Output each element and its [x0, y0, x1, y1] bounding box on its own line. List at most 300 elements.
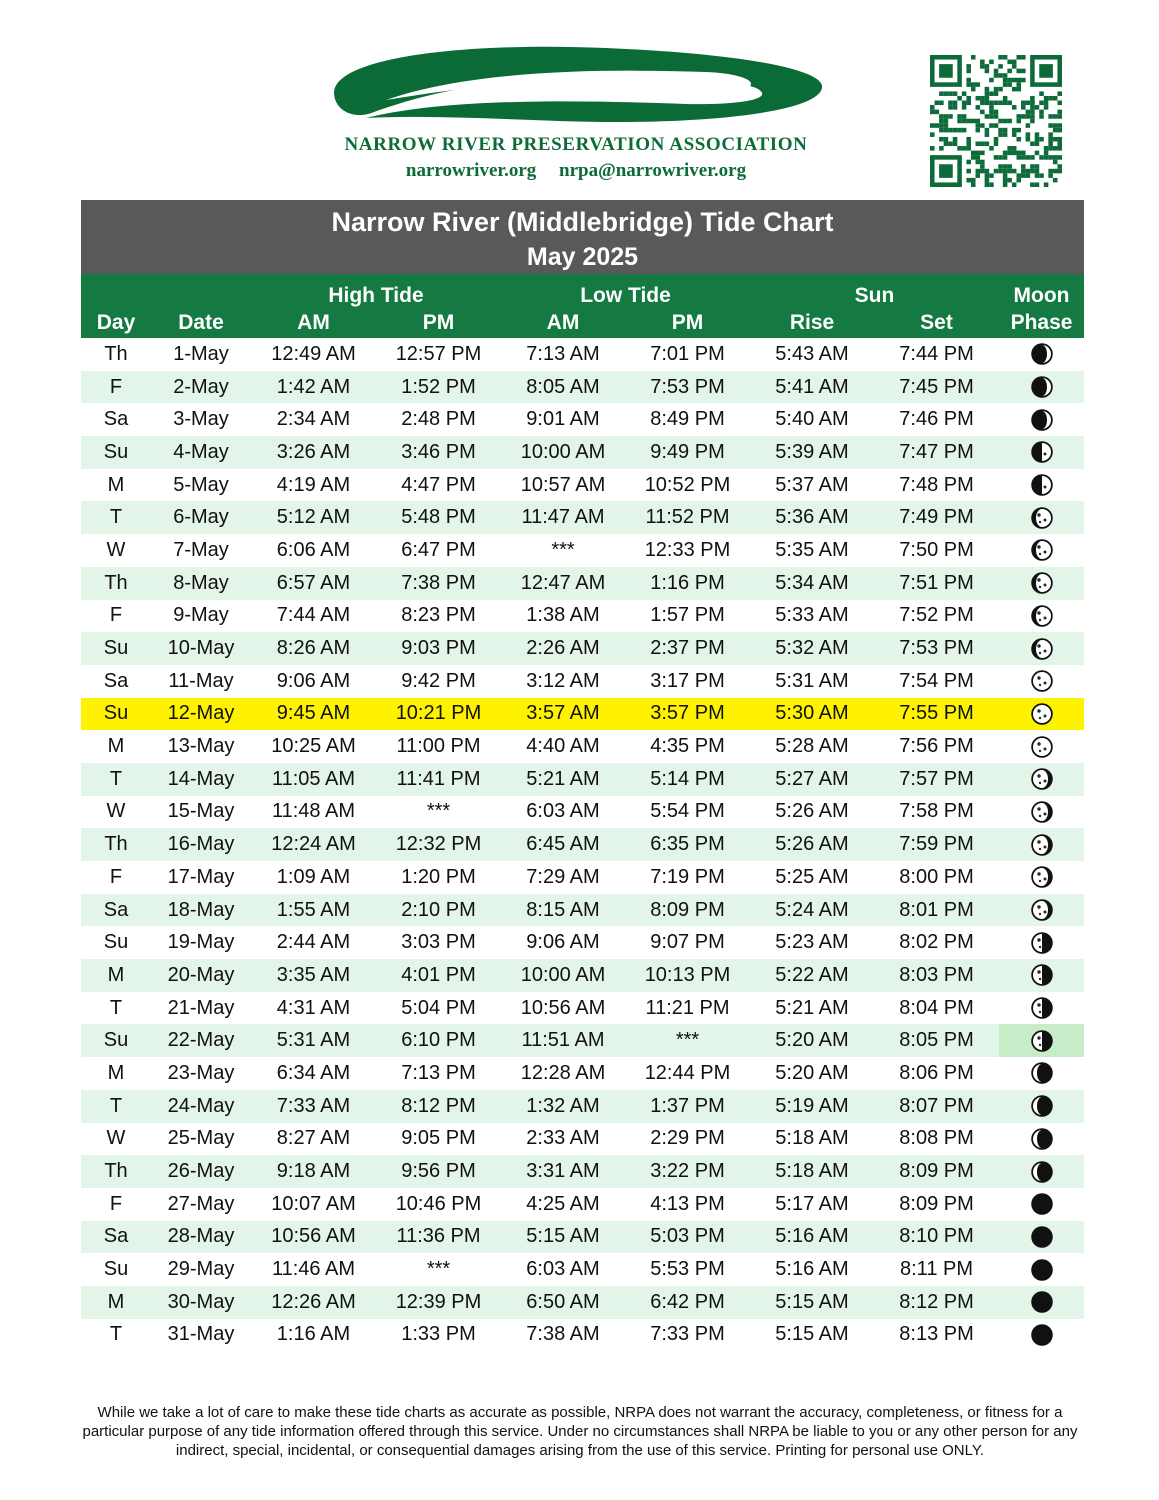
header-day: Day	[81, 308, 151, 338]
sunset-cell: 8:02 PM	[899, 931, 974, 954]
moon-new-icon	[1031, 1324, 1053, 1346]
day-cell: T	[81, 763, 151, 796]
date-cell: 5-May	[173, 473, 229, 496]
low-pm-cell: 1:37 PM	[625, 1090, 750, 1123]
moon-waning-gibbous-icon	[1031, 801, 1053, 823]
low-pm-cell: 11:21 PM	[645, 996, 730, 1019]
day-cell: Th	[81, 567, 151, 600]
sunset-cell: 8:05 PM	[874, 1024, 999, 1057]
moon-phase-cell	[999, 436, 1084, 469]
qr-code-icon[interactable]	[930, 55, 1062, 187]
low-am-cell: 5:15 AM	[501, 1221, 625, 1254]
moon-waxing-gibbous-icon	[1031, 507, 1053, 529]
moon-phase-cell	[999, 828, 1084, 861]
sunrise-cell: 5:32 AM	[750, 632, 874, 665]
sunset-cell: 7:55 PM	[874, 698, 999, 731]
table-row	[81, 1024, 1084, 1057]
sunrise-cell: 5:22 AM	[750, 959, 874, 992]
moon-phase-cell	[999, 992, 1084, 1025]
table-row	[81, 1123, 1084, 1156]
sunset-cell: 7:54 PM	[899, 669, 974, 692]
moon-new-icon	[1031, 1259, 1053, 1281]
table-row	[81, 698, 1084, 731]
moon-waning-crescent-icon	[1031, 1062, 1053, 1084]
low-am-cell: 6:03 AM	[526, 1258, 600, 1281]
date-cell: 20-May	[151, 959, 251, 992]
date-cell: 31-May	[167, 1323, 235, 1346]
low-pm-cell: 6:42 PM	[625, 1286, 750, 1319]
moon-full-icon	[1031, 736, 1053, 758]
table-row	[81, 403, 1084, 436]
day-cell: T	[81, 501, 151, 534]
moon-new-icon	[1031, 1291, 1053, 1313]
table-row	[81, 1090, 1084, 1123]
sunset-cell: 8:04 PM	[899, 996, 974, 1019]
high-am-cell: 12:49 AM	[271, 342, 356, 365]
high-pm-cell: 3:46 PM	[376, 436, 501, 469]
sunset-cell: 7:48 PM	[899, 473, 974, 496]
sunrise-cell: 5:19 AM	[750, 1090, 874, 1123]
sunset-cell: 8:11 PM	[900, 1258, 973, 1281]
high-am-cell: 5:12 AM	[251, 501, 376, 534]
day-cell: Su	[103, 1258, 129, 1281]
table-row	[81, 1188, 1084, 1221]
date-cell: 1-May	[173, 342, 229, 365]
day-cell: F	[81, 371, 151, 404]
high-pm-cell: 12:57 PM	[395, 342, 482, 365]
date-cell: 11-May	[168, 669, 234, 692]
low-pm-cell: 10:13 PM	[625, 959, 750, 992]
low-am-cell: 2:26 AM	[501, 632, 625, 665]
low-pm-cell: 3:17 PM	[650, 669, 725, 692]
date-cell: 28-May	[151, 1221, 251, 1254]
sunset-cell: 8:13 PM	[899, 1323, 974, 1346]
moon-phase-cell	[999, 698, 1084, 731]
table-row	[81, 1253, 1084, 1286]
chart-title-band	[81, 200, 1084, 274]
table-row	[81, 1319, 1084, 1352]
date-cell: 7-May	[173, 538, 229, 561]
high-am-cell: 3:26 AM	[251, 436, 376, 469]
table-row	[81, 600, 1084, 633]
day-cell: Sa	[81, 894, 151, 927]
sunrise-cell: 5:28 AM	[775, 735, 849, 758]
moon-phase-cell	[999, 1123, 1084, 1156]
table-row	[81, 1286, 1084, 1319]
date-cell: 4-May	[151, 436, 251, 469]
low-am-cell: 4:40 AM	[526, 735, 600, 758]
moon-new-icon	[1031, 1193, 1053, 1215]
day-cell: Th	[81, 828, 151, 861]
high-am-cell: 8:27 AM	[276, 1127, 351, 1150]
high-pm-cell: 12:32 PM	[376, 828, 501, 861]
sunset-cell: 7:45 PM	[874, 371, 999, 404]
low-am-cell: 9:06 AM	[526, 931, 600, 954]
sunrise-cell: 5:37 AM	[775, 473, 849, 496]
low-am-cell: 11:51 AM	[501, 1024, 625, 1057]
sunset-cell: 8:09 PM	[899, 1192, 974, 1215]
high-pm-cell: 2:48 PM	[401, 408, 476, 431]
sunrise-cell: 5:26 AM	[775, 800, 849, 823]
moon-phase-cell	[999, 959, 1084, 992]
moon-full-icon	[1031, 703, 1053, 725]
moon-phase-cell	[999, 1024, 1084, 1057]
low-am-cell: 10:56 AM	[520, 996, 606, 1019]
moon-full-icon	[1031, 670, 1053, 692]
high-am-cell: 10:56 AM	[251, 1221, 376, 1254]
high-pm-cell: 11:41 PM	[376, 763, 501, 796]
sunset-cell: 7:47 PM	[874, 436, 999, 469]
high-am-cell: 11:05 AM	[251, 763, 376, 796]
low-pm-cell: 6:35 PM	[625, 828, 750, 861]
moon-phase-cell	[999, 600, 1084, 633]
high-pm-cell: 11:36 PM	[376, 1221, 501, 1254]
low-am-cell: ***	[551, 538, 575, 561]
low-pm-cell: 7:33 PM	[650, 1323, 725, 1346]
high-am-cell: 6:34 AM	[276, 1061, 351, 1084]
moon-waning-crescent-icon	[1031, 1128, 1053, 1150]
date-cell: 22-May	[151, 1024, 251, 1057]
sunrise-cell: 5:35 AM	[775, 538, 849, 561]
moon-phase-cell	[999, 796, 1084, 829]
high-am-cell: 9:18 AM	[251, 1155, 376, 1188]
sunrise-cell: 5:39 AM	[750, 436, 874, 469]
date-cell: 9-May	[173, 604, 229, 627]
table-row	[81, 665, 1084, 698]
table-row	[81, 959, 1084, 992]
high-pm-cell: 8:23 PM	[401, 604, 476, 627]
table-row	[81, 632, 1084, 665]
sunset-cell: 7:51 PM	[874, 567, 999, 600]
moon-waxing-gibbous-icon	[1031, 572, 1053, 594]
high-pm-cell: 4:01 PM	[376, 959, 501, 992]
table-row	[81, 567, 1084, 600]
table-row	[81, 861, 1084, 894]
low-pm-cell: 7:19 PM	[650, 865, 725, 888]
low-pm-cell: 3:57 PM	[625, 698, 750, 731]
org-name: NARROW RIVER PRESERVATION ASSOCIATION	[344, 134, 808, 155]
high-am-cell: 1:42 AM	[251, 371, 376, 404]
low-pm-cell: 5:53 PM	[650, 1258, 725, 1281]
sunset-cell: 8:09 PM	[874, 1155, 999, 1188]
date-cell: 26-May	[151, 1155, 251, 1188]
high-pm-cell: 9:42 PM	[401, 669, 476, 692]
sunset-cell: 7:50 PM	[899, 538, 974, 561]
sunset-cell: 7:56 PM	[899, 735, 974, 758]
moon-last-quarter-icon	[1031, 932, 1053, 954]
moon-waxing-crescent-icon	[1031, 376, 1053, 398]
date-cell: 17-May	[167, 865, 235, 888]
low-am-cell: 8:05 AM	[501, 371, 625, 404]
high-am-cell: 10:25 AM	[271, 735, 356, 758]
moon-phase-cell	[999, 338, 1084, 371]
high-am-cell: 4:19 AM	[276, 473, 351, 496]
day-cell: T	[109, 1323, 123, 1346]
day-cell: Su	[103, 931, 129, 954]
low-am-cell: 10:00 AM	[501, 959, 625, 992]
moon-last-quarter-icon	[1031, 964, 1053, 986]
sunrise-cell: 5:15 AM	[775, 1323, 849, 1346]
low-am-cell: 3:12 AM	[526, 669, 600, 692]
sunrise-cell: 5:31 AM	[775, 669, 849, 692]
date-cell: 8-May	[151, 567, 251, 600]
high-pm-cell: 2:10 PM	[376, 894, 501, 927]
low-am-cell: 1:32 AM	[501, 1090, 625, 1123]
moon-phase-cell	[999, 1253, 1084, 1286]
low-am-cell: 12:28 AM	[520, 1061, 606, 1084]
high-pm-cell: 1:33 PM	[401, 1323, 476, 1346]
moon-phase-cell	[999, 730, 1084, 763]
low-am-cell: 6:03 AM	[526, 800, 600, 823]
sunrise-cell: 5:23 AM	[775, 931, 849, 954]
chart-title: Narrow River (Middlebridge) Tide Chart	[331, 207, 834, 237]
day-cell: F	[109, 1192, 123, 1215]
low-pm-cell: 8:49 PM	[650, 408, 725, 431]
day-cell: T	[109, 996, 123, 1019]
moon-waning-crescent-icon	[1031, 1161, 1053, 1183]
low-am-cell: 10:00 AM	[501, 436, 625, 469]
sunset-cell: 7:46 PM	[899, 408, 974, 431]
low-am-cell: 6:45 AM	[501, 828, 625, 861]
day-cell: Sa	[81, 1221, 151, 1254]
date-cell: 13-May	[167, 735, 235, 758]
moon-phase-cell	[999, 763, 1084, 796]
high-am-cell: 2:34 AM	[276, 408, 351, 431]
tide-table	[81, 274, 1084, 1351]
date-cell: 18-May	[151, 894, 251, 927]
table-row	[81, 1221, 1084, 1254]
low-am-cell: 3:57 AM	[501, 698, 625, 731]
high-pm-cell: 5:48 PM	[376, 501, 501, 534]
high-am-cell: 8:26 AM	[251, 632, 376, 665]
moon-phase-cell	[999, 371, 1084, 404]
moon-waning-gibbous-icon	[1031, 899, 1053, 921]
moon-phase-cell	[999, 1319, 1084, 1352]
sunset-cell: 8:10 PM	[874, 1221, 999, 1254]
date-cell: 19-May	[167, 931, 235, 954]
low-am-cell: 10:57 AM	[520, 473, 606, 496]
table-row	[81, 436, 1084, 469]
high-am-cell: 1:09 AM	[276, 865, 351, 888]
sunset-cell: 7:49 PM	[874, 501, 999, 534]
high-am-cell: 1:55 AM	[251, 894, 376, 927]
moon-phase-cell	[999, 1221, 1084, 1254]
day-cell: T	[81, 1090, 151, 1123]
date-cell: 23-May	[167, 1061, 235, 1084]
low-am-cell: 7:38 AM	[526, 1323, 600, 1346]
low-pm-cell: 1:16 PM	[625, 567, 750, 600]
high-pm-cell: 5:04 PM	[401, 996, 476, 1019]
sunrise-cell: 5:25 AM	[775, 865, 849, 888]
moon-waxing-gibbous-icon	[1031, 539, 1053, 561]
low-am-cell: 8:15 AM	[501, 894, 625, 927]
moon-phase-cell	[999, 501, 1084, 534]
high-pm-cell: 12:39 PM	[376, 1286, 501, 1319]
low-am-cell: 5:21 AM	[501, 763, 625, 796]
table-header	[81, 274, 1084, 338]
table-row	[81, 1057, 1084, 1090]
sunrise-cell: 5:15 AM	[750, 1286, 874, 1319]
low-pm-cell: 4:13 PM	[650, 1192, 725, 1215]
header-moon: Moon	[999, 274, 1084, 308]
sunset-cell: 8:08 PM	[899, 1127, 974, 1150]
date-cell: 25-May	[167, 1127, 235, 1150]
low-pm-cell: 11:52 PM	[625, 501, 750, 534]
table-row	[81, 338, 1084, 371]
moon-first-quarter-icon	[1031, 441, 1053, 463]
sunrise-cell: 5:18 AM	[750, 1155, 874, 1188]
low-am-cell: 3:31 AM	[501, 1155, 625, 1188]
high-am-cell: 4:31 AM	[276, 996, 351, 1019]
date-cell: 29-May	[167, 1258, 235, 1281]
low-pm-cell: 7:53 PM	[625, 371, 750, 404]
day-cell: W	[106, 538, 126, 561]
email-link[interactable]: nrpa@narrowriver.org	[559, 160, 747, 181]
org-contact	[326, 160, 826, 182]
table-row	[81, 1155, 1084, 1188]
moon-first-quarter-icon	[1031, 474, 1053, 496]
table-row	[81, 796, 1084, 829]
moon-waning-gibbous-icon	[1031, 866, 1053, 888]
table-row	[81, 730, 1084, 763]
date-cell: 14-May	[151, 763, 251, 796]
disclaimer: While we take a lot of care to make these tide charts as accurate as possible, NRPA does not warrant the accuracy, completeness, or fitness for a particular purpose of any tide information offered through this service. Under no circumstances shall NRPA be liable to you or any other person for any indirect, special, incidental, or consequential damages arising from the use of this service. Printing for personal use ONLY.	[82, 1404, 1078, 1459]
sunset-cell: 7:57 PM	[874, 763, 999, 796]
date-cell: 2-May	[151, 371, 251, 404]
high-am-cell: 6:06 AM	[276, 538, 351, 561]
low-pm-cell: 5:54 PM	[650, 800, 725, 823]
moon-waxing-crescent-icon	[1031, 409, 1053, 431]
low-am-cell: 6:50 AM	[501, 1286, 625, 1319]
high-am-cell: 12:26 AM	[251, 1286, 376, 1319]
date-cell: 30-May	[151, 1286, 251, 1319]
sunrise-cell: 5:36 AM	[750, 501, 874, 534]
day-cell: M	[81, 959, 151, 992]
low-pm-cell: 5:03 PM	[625, 1221, 750, 1254]
sunrise-cell: 5:40 AM	[775, 408, 849, 431]
low-pm-cell: 4:35 PM	[650, 735, 725, 758]
header-sun: Sun	[750, 274, 999, 308]
high-pm-cell: 6:47 PM	[401, 538, 476, 561]
sunrise-cell: 5:17 AM	[775, 1192, 849, 1215]
day-cell: Su	[81, 632, 151, 665]
high-pm-cell: ***	[426, 1258, 451, 1281]
sunrise-cell: 5:26 AM	[750, 828, 874, 861]
header-low-am: AM	[501, 308, 625, 338]
high-am-cell: 12:24 AM	[251, 828, 376, 861]
low-pm-cell: 12:44 PM	[644, 1061, 731, 1084]
low-pm-cell: 7:01 PM	[650, 342, 725, 365]
high-pm-cell: 6:10 PM	[376, 1024, 501, 1057]
sunset-cell: 7:59 PM	[874, 828, 999, 861]
table-row	[81, 501, 1084, 534]
day-cell: Su	[81, 436, 151, 469]
date-cell: 27-May	[167, 1192, 235, 1215]
header-low-pm: PM	[625, 308, 750, 338]
low-am-cell: 2:33 AM	[526, 1127, 600, 1150]
high-am-cell: 7:44 AM	[276, 604, 351, 627]
sunrise-cell: 5:20 AM	[775, 1061, 849, 1084]
header-blank	[151, 274, 251, 308]
nrpa-logo	[326, 42, 826, 192]
high-am-cell: 6:57 AM	[251, 567, 376, 600]
sunset-cell: 8:06 PM	[899, 1061, 974, 1084]
sunrise-cell: 5:21 AM	[775, 996, 849, 1019]
header-date: Date	[151, 308, 251, 338]
website-link[interactable]: narrowriver.org	[405, 160, 537, 181]
high-am-cell: 1:16 AM	[276, 1323, 351, 1346]
low-am-cell: 1:38 AM	[526, 604, 600, 627]
table-row	[81, 534, 1084, 567]
header-blank	[81, 274, 151, 308]
table-row	[81, 992, 1084, 1025]
header-high-pm: PM	[376, 308, 501, 338]
table-row	[81, 894, 1084, 927]
low-pm-cell: 9:49 PM	[625, 436, 750, 469]
header-high-am: AM	[251, 308, 376, 338]
low-am-cell: 7:29 AM	[526, 865, 600, 888]
sunrise-cell: 5:18 AM	[775, 1127, 849, 1150]
high-am-cell: 9:06 AM	[276, 669, 351, 692]
sunset-cell: 7:53 PM	[874, 632, 999, 665]
day-cell: Sa	[103, 408, 129, 431]
tide-chart	[81, 200, 1084, 1351]
high-pm-cell: 9:05 PM	[401, 1127, 476, 1150]
chart-subtitle: May 2025	[526, 243, 639, 271]
moon-phase-cell	[999, 1090, 1084, 1123]
sunset-cell: 7:52 PM	[899, 604, 974, 627]
moon-phase-cell	[999, 1057, 1084, 1090]
moon-phase-cell	[999, 469, 1084, 502]
low-pm-cell: 5:14 PM	[625, 763, 750, 796]
high-pm-cell: 4:47 PM	[401, 473, 476, 496]
moon-phase-cell	[999, 534, 1084, 567]
day-cell: W	[106, 1127, 126, 1150]
day-cell: M	[81, 1286, 151, 1319]
moon-phase-cell	[999, 632, 1084, 665]
low-pm-cell: 1:57 PM	[650, 604, 725, 627]
high-am-cell: 11:48 AM	[271, 800, 356, 823]
sunrise-cell: 5:34 AM	[750, 567, 874, 600]
day-cell: Th	[104, 342, 128, 365]
date-cell: 3-May	[173, 408, 229, 431]
low-am-cell: 9:01 AM	[526, 408, 600, 431]
low-pm-cell: 8:09 PM	[625, 894, 750, 927]
table-row	[81, 371, 1084, 404]
high-pm-cell: 9:03 PM	[376, 632, 501, 665]
table-row	[81, 763, 1084, 796]
header-high-tide: High Tide	[251, 274, 501, 308]
river-swoosh-logo-icon	[326, 42, 826, 132]
date-cell: 12-May	[151, 698, 251, 731]
high-pm-cell: ***	[426, 800, 451, 823]
high-pm-cell: 7:38 PM	[376, 567, 501, 600]
day-cell: Su	[81, 698, 151, 731]
high-am-cell: 11:46 AM	[271, 1258, 356, 1281]
low-am-cell: 11:47 AM	[501, 501, 625, 534]
moon-waxing-gibbous-icon	[1031, 638, 1053, 660]
date-cell: 10-May	[151, 632, 251, 665]
low-pm-cell: 9:07 PM	[650, 931, 725, 954]
low-pm-cell: 2:37 PM	[625, 632, 750, 665]
high-pm-cell: 11:00 PM	[396, 735, 481, 758]
high-pm-cell: 9:56 PM	[376, 1155, 501, 1188]
high-pm-cell: 10:46 PM	[395, 1192, 482, 1215]
high-am-cell: 7:33 AM	[251, 1090, 376, 1123]
day-cell: F	[109, 865, 123, 888]
moon-waxing-gibbous-icon	[1031, 605, 1053, 627]
low-am-cell: 12:47 AM	[501, 567, 625, 600]
